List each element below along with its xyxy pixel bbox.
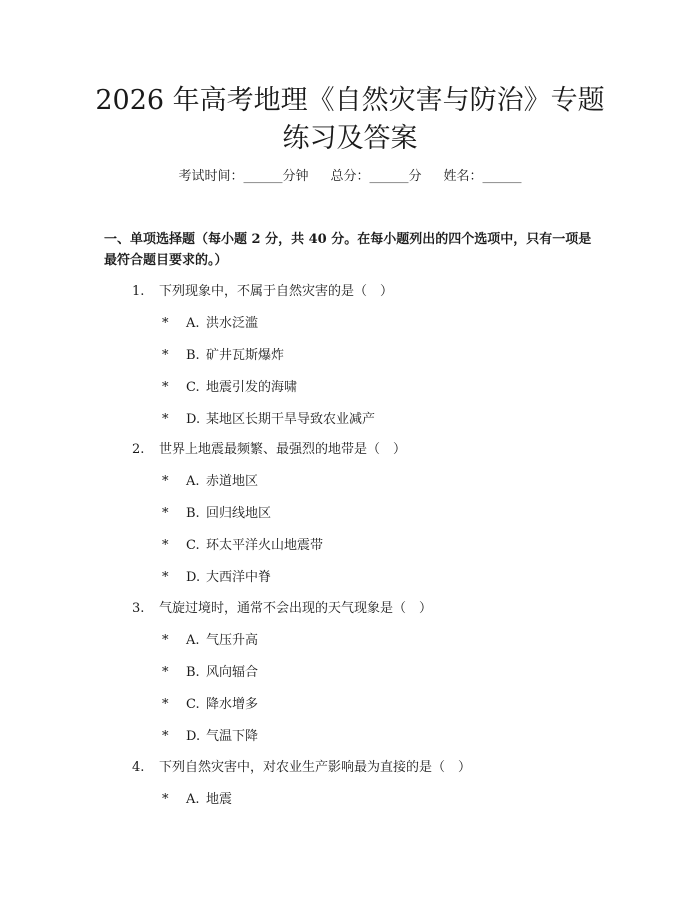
question-4-option-a (162, 791, 232, 809)
question-1-option-a (162, 315, 258, 333)
option-text: 矿井瓦斯爆炸 (206, 348, 285, 363)
option-text: 洪水泛滥 (206, 316, 259, 331)
option-text: 降水增多 (206, 697, 259, 712)
question-2-option-c (162, 537, 323, 555)
option-letter: C. (186, 380, 200, 395)
question-3-option-b (162, 664, 258, 682)
option-bullet: * (162, 633, 169, 648)
question-2-option-a (162, 473, 258, 491)
option-bullet: * (162, 474, 169, 489)
question-1-option-b (162, 347, 284, 365)
question-number: 2. (132, 442, 145, 457)
question-1 (132, 283, 393, 301)
question-number: 4. (132, 760, 145, 775)
question-text: 世界上地震最频繁、最强烈的地带是（ ） (159, 442, 407, 457)
option-text: 回归线地区 (206, 506, 272, 521)
option-letter: B. (186, 665, 200, 680)
option-bullet: * (162, 570, 169, 585)
question-2-option-b (162, 505, 271, 523)
option-letter: A. (186, 792, 200, 807)
option-letter: A. (186, 316, 200, 331)
question-3-option-a (162, 632, 258, 650)
option-bullet: * (162, 729, 169, 744)
option-text: 大西洋中脊 (206, 570, 272, 585)
option-bullet: * (162, 665, 169, 680)
question-number: 3. (132, 601, 145, 616)
option-letter: D. (186, 412, 201, 427)
option-bullet: * (162, 380, 169, 395)
option-text: 地震 (206, 792, 233, 807)
option-letter: D. (186, 729, 201, 744)
question-1-option-d (162, 411, 375, 429)
option-text: 气压升高 (206, 633, 259, 648)
question-text: 气旋过境时，通常不会出现的天气现象是（ ） (159, 601, 433, 616)
option-text: 地震引发的海啸 (206, 380, 298, 395)
option-text: 赤道地区 (206, 474, 259, 489)
question-3 (132, 600, 432, 618)
question-number: 1. (132, 284, 145, 299)
total-score-label: 总分：______分 (330, 169, 422, 184)
option-text: 气温下降 (206, 729, 259, 744)
question-text: 下列自然灾害中，对农业生产影响最为直接的是（ ） (159, 760, 472, 775)
option-bullet: * (162, 412, 169, 427)
option-letter: B. (186, 348, 200, 363)
question-3-option-d (162, 728, 258, 746)
option-letter: C. (186, 538, 200, 553)
exam-time-label: 考试时间：______分钟 (178, 169, 309, 184)
option-bullet: * (162, 348, 169, 363)
question-4 (132, 759, 471, 777)
exam-meta-line (0, 168, 700, 186)
document-title: 2026 年高考地理《自然灾害与防治》专题练习及答案 (95, 85, 605, 154)
question-3-option-c (162, 696, 258, 714)
question-1-option-c (162, 379, 297, 397)
option-letter: A. (186, 474, 200, 489)
student-name-label: 姓名：______ (443, 169, 522, 184)
section-heading-single-choice: 一、单项选择题（每小题 2 分，共 40 分。在每小题列出的四个选项中，只有一项是最符合题目要求的。） (104, 232, 592, 268)
option-text: 风向辐合 (206, 665, 259, 680)
option-text: 某地区长期干旱导致农业减产 (206, 412, 376, 427)
option-text: 环太平洋火山地震带 (206, 538, 324, 553)
option-bullet: * (162, 316, 169, 331)
option-bullet: * (162, 697, 169, 712)
question-text: 下列现象中，不属于自然灾害的是（ ） (159, 284, 394, 299)
option-bullet: * (162, 506, 169, 521)
option-bullet: * (162, 538, 169, 553)
option-letter: D. (186, 570, 201, 585)
option-letter: A. (186, 633, 200, 648)
option-letter: C. (186, 697, 200, 712)
question-2-option-d (162, 569, 271, 587)
option-bullet: * (162, 792, 169, 807)
question-2 (132, 441, 406, 459)
option-letter: B. (186, 506, 200, 521)
